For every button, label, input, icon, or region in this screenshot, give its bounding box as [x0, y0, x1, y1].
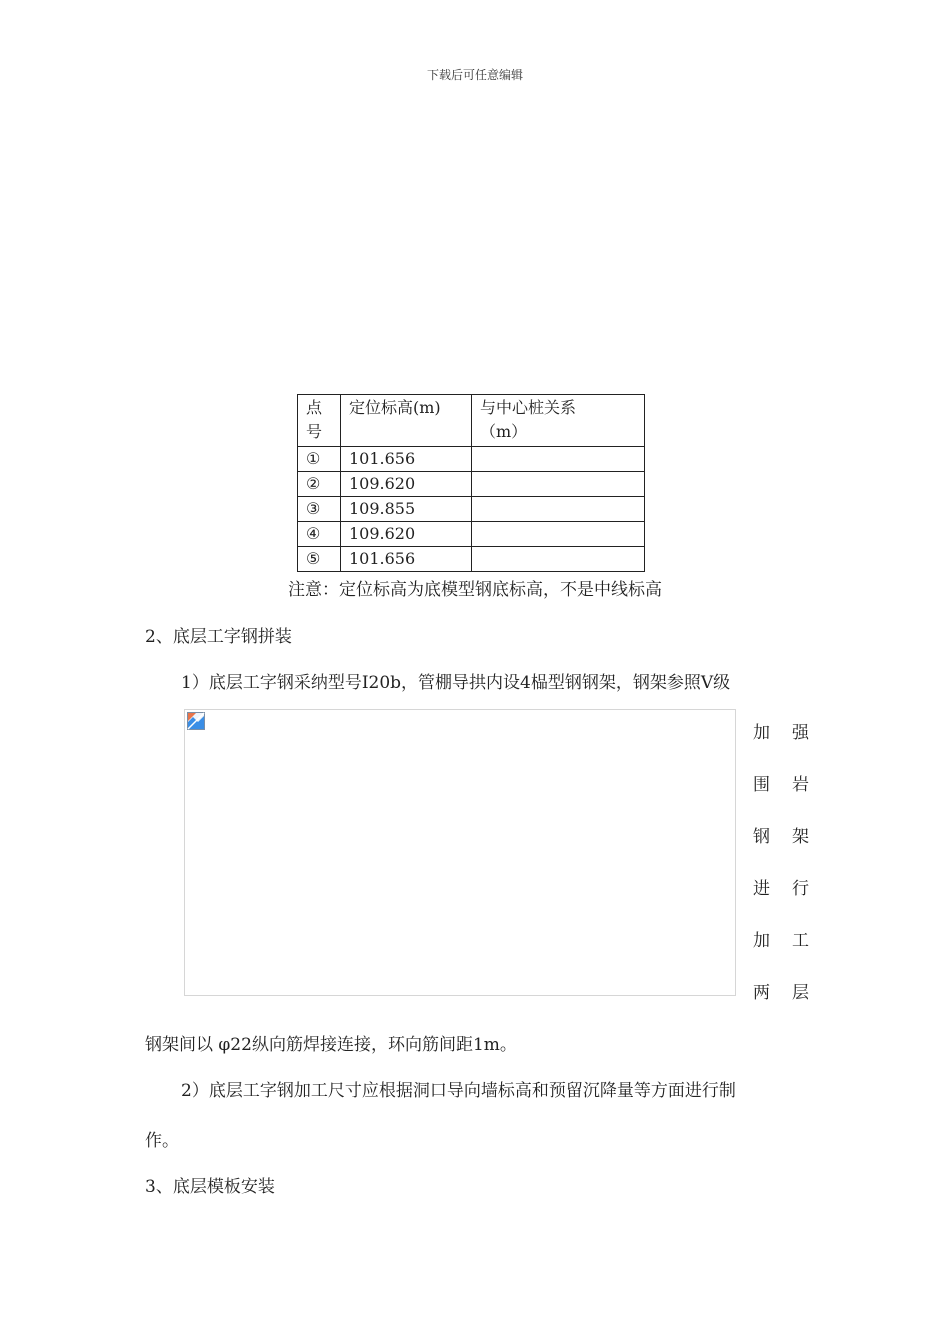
side-char: 层: [792, 983, 809, 1003]
cell-relation: [472, 472, 645, 497]
cell-elevation: 101.656: [341, 547, 472, 572]
cell-point: ①: [298, 447, 341, 472]
cell-relation: [472, 497, 645, 522]
side-text-line: [753, 718, 809, 743]
table-note: 注意：定位标高为底模型钢底标高，不是中线标高: [288, 580, 662, 600]
page-header: 下载后可任意编辑: [426, 68, 523, 82]
side-char: 加: [753, 723, 770, 743]
side-text-line: [753, 874, 809, 899]
para2-line1: 2）底层工字钢加工尺寸应根据洞口导向墙标高和预留沉降量等方面进行制: [181, 1081, 736, 1101]
table-row: [298, 547, 645, 572]
header-relation-label: 与中心桩关系（m）: [480, 398, 577, 441]
cell-elevation: 109.855: [341, 497, 472, 522]
table-row: [298, 522, 645, 547]
table-header-row: [298, 395, 645, 447]
cell-point: ③: [298, 497, 341, 522]
side-char: 行: [792, 879, 809, 899]
header-point-label: 点号: [306, 398, 323, 441]
side-char: 工: [792, 931, 809, 951]
cell-relation: [472, 522, 645, 547]
side-char: 强: [792, 723, 809, 743]
side-text-line: [753, 978, 809, 1003]
para1-line-last: 钢架间以 φ22纵向筋焊接连接，环向筋间距1m。: [145, 1035, 517, 1055]
section-3-heading: 3、底层模板安装: [145, 1177, 275, 1197]
table-row: [298, 472, 645, 497]
para2-line2: 作。: [145, 1131, 179, 1151]
cell-point: ⑤: [298, 547, 341, 572]
header-relation: [472, 395, 645, 447]
embedded-image-placeholder: [184, 709, 736, 996]
header-elevation: 定位标高(m): [341, 395, 472, 447]
cell-relation: [472, 547, 645, 572]
side-char: 钢: [753, 827, 770, 847]
cell-relation: [472, 447, 645, 472]
side-char: 岩: [792, 775, 809, 795]
side-char: 围: [753, 775, 770, 795]
side-text-line: [753, 822, 809, 847]
para1-line1: 1）底层工字钢采纳型号I20b，管棚导拱内设4榀型钢钢架，钢架参照Ⅴ级: [181, 673, 731, 693]
side-char: 加: [753, 931, 770, 951]
table-row: [298, 447, 645, 472]
side-char: 两: [753, 983, 770, 1003]
side-char: 架: [792, 827, 809, 847]
cell-point: ②: [298, 472, 341, 497]
cell-elevation: 109.620: [341, 472, 472, 497]
side-text-line: [753, 926, 809, 951]
section-2-heading: 2、底层工字钢拼装: [145, 627, 292, 647]
cell-elevation: 109.620: [341, 522, 472, 547]
cell-point: ④: [298, 522, 341, 547]
side-char: 进: [753, 879, 770, 899]
cell-elevation: 101.656: [341, 447, 472, 472]
elevation-table: [297, 394, 645, 572]
side-text-line: [753, 770, 809, 795]
broken-image-icon: [187, 712, 205, 730]
table-row: [298, 497, 645, 522]
header-point: [298, 395, 341, 447]
